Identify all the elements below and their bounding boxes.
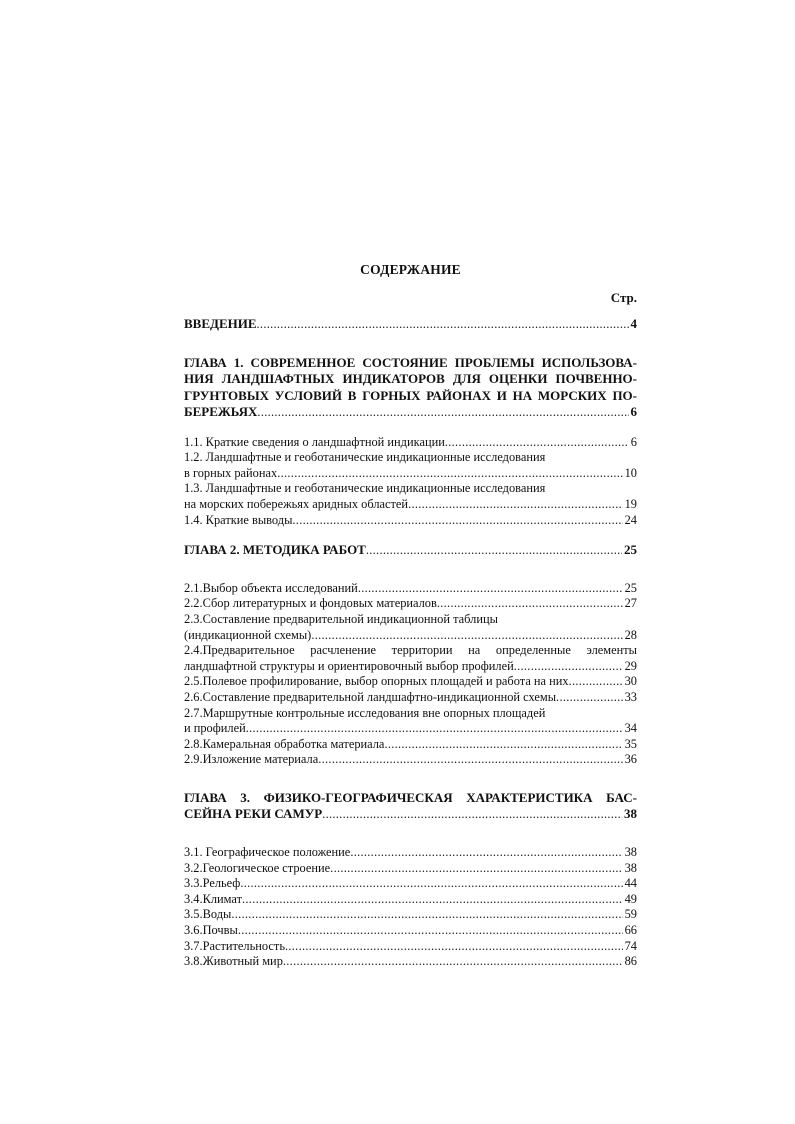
dot-leader [322,807,622,823]
toc-entry-page: 25 [624,542,637,558]
toc-entry-label-line: 2.4.Предварительное расчленение территории на определенные элементы [184,643,637,658]
toc-entry-3-2[interactable] [184,861,637,877]
toc-entry-1-4[interactable] [184,513,637,529]
toc-entry-label: 3.5.Воды [184,907,232,922]
dot-leader [277,466,622,482]
toc-entry-2-3[interactable] [184,612,637,643]
toc-entry-page: 35 [624,736,637,751]
toc-entry-3-1[interactable] [184,845,637,861]
toc-entry-2-5[interactable] [184,674,637,690]
toc-entry-2-2[interactable] [184,596,637,612]
toc-chapter-1[interactable] [184,355,637,421]
toc-entry-label-line: 2.7.Маршрутные контрольные исследования вне опорных площадей [184,705,546,720]
toc-entry-label: 3.4.Климат [184,891,243,906]
toc-entry-page: 6 [630,434,637,449]
toc-entry-label: 1.1. Краткие сведения о ландшафтной индикации [184,434,445,449]
toc-entry-2-1[interactable] [184,581,637,597]
toc-entry-2-7[interactable] [184,706,637,737]
toc-entry-label: 3.3.Рельеф [184,876,241,891]
toc-entry-intro[interactable] [184,316,637,333]
toc-entry-page: 34 [624,721,637,736]
toc-entry-label: (индикационной схемы) [184,627,312,642]
toc-entry-label: БЕРЕЖЬЯХ [184,404,258,420]
dot-leader [445,435,629,451]
toc-entry-page: 33 [624,690,637,704]
dot-leader [292,513,622,529]
toc-entry-3-4[interactable] [184,892,637,908]
dot-leader [285,939,623,955]
dot-leader [437,596,623,612]
toc-entry-label: 2.6.Составление предварительной ландшафтно-индикационной схемы [184,690,557,704]
toc-entry-2-6[interactable] [184,690,637,706]
toc-entry-label: 2.2.Сбор литературных и фондовых материалов [184,596,437,611]
toc-entry-page: 66 [624,923,637,938]
toc-entry-2-8[interactable] [184,737,637,753]
dot-leader [238,923,623,939]
toc-entry-label: 1.4. Краткие выводы [184,512,293,527]
dot-leader [257,405,628,421]
dot-leader [358,581,623,597]
toc-entry-3-7[interactable] [184,939,637,955]
dot-leader [242,892,623,908]
dot-leader [384,737,622,753]
dot-leader [350,845,622,861]
toc-chapter-3[interactable] [184,790,637,823]
dot-leader [408,497,623,513]
toc-entry-page: 44 [624,876,637,891]
chapter-heading-line: ГЛАВА 3. ФИЗИКО-ГЕОГРАФИЧЕСКАЯ ХАРАКТЕРИСТИКА БАС- [184,789,637,805]
toc-entry-label: СЕЙНА РЕКИ САМУР [184,806,323,822]
chapter-heading-line: НИЯ ЛАНДШАФТНЫХ ИНДИКАТОРОВ ДЛЯ ОЦЕНКИ ПОЧВЕННО- [184,371,637,387]
toc-title: СОДЕРЖАНИЕ [360,262,461,277]
toc-chapter-2[interactable] [184,542,637,559]
toc-entry-3-6[interactable] [184,923,637,939]
toc-entry-label-line: 1.2. Ландшафтные и геоботанические индикационные исследования [184,450,546,465]
toc-entry-page: 29 [624,658,637,673]
toc-entry-label: 2.8.Камеральная обработка материала [184,736,385,751]
dot-leader [311,628,622,644]
chapter-heading-line: ГЛАВА 1. СОВРЕМЕННОЕ СОСТОЯНИЕ ПРОБЛЕМЫ ИСПОЛЬЗОВА- [184,354,637,370]
dot-leader [231,907,622,923]
toc-entry-1-3[interactable] [184,481,637,512]
toc-entry-page: 38 [624,806,637,822]
toc-entry-1-2[interactable] [184,450,637,481]
toc-entry-label: 2.9.Изложение материала [184,752,319,767]
dot-leader [283,954,623,970]
toc-entry-label-line: 1.3. Ландшафтные и геоботанические индикационные исследования [184,481,546,496]
toc-entry-page: 6 [630,404,637,420]
toc-entry-label: 3.6.Почвы [184,923,238,938]
toc-entry-label: 3.8.Животный мир [184,954,283,969]
toc-entry-label-line: 2.3.Составление предварительной индикационной таблицы [184,612,498,627]
dot-leader [318,752,622,768]
dot-leader [556,690,623,706]
toc-entry-label: ГЛАВА 2. МЕТОДИКА РАБОТ [184,542,366,558]
dot-leader [514,659,623,675]
toc-entry-page: 28 [624,627,637,642]
toc-entry-1-1[interactable] [184,435,637,451]
table-of-contents [184,262,637,970]
toc-entry-2-4[interactable] [184,643,637,674]
toc-entry-3-3[interactable] [184,876,637,892]
toc-entry-label: ландшафтной структуры и ориентировочный выбор профилей [184,658,514,673]
toc-entry-page: 4 [630,316,637,331]
toc-entry-label: ВВЕДЕНИЕ [184,316,257,331]
toc-entry-label: в горных районах [184,465,278,480]
dot-leader [240,876,622,892]
toc-entry-page: 59 [624,907,637,922]
toc-entry-page: 24 [624,512,637,527]
toc-entry-page: 38 [624,845,637,860]
toc-entry-page: 30 [624,674,637,689]
toc-entry-2-9[interactable] [184,752,637,768]
toc-entry-page: 49 [624,891,637,906]
toc-entry-label: 3.2.Геологическое строение [184,860,331,875]
chapter-heading-last-line [184,404,637,421]
toc-entry-label: 2.5.Полевое профилирование, выбор опорных площадей и работа на них [184,674,569,689]
dot-leader [257,317,629,333]
toc-entry-label: 3.7.Растительность [184,938,285,953]
toc-entry-page: 25 [624,580,637,595]
toc-entry-3-8[interactable] [184,954,637,970]
toc-entry-page: 36 [624,752,637,767]
chapter-heading-line: ГРУНТОВЫХ УСЛОВИЙ В ГОРНЫХ РАЙОНАХ И НА МОРСКИХ ПО- [184,387,637,403]
toc-entry-page: 27 [624,596,637,611]
dot-leader [569,674,623,690]
dot-leader [246,721,623,737]
page-column-header: Стр. [610,290,637,305]
toc-entry-label: 2.1.Выбор объекта исследований [184,580,358,595]
toc-entry-3-5[interactable] [184,907,637,923]
toc-entry-label: и профилей [184,721,246,736]
toc-entry-page: 86 [624,954,637,969]
toc-entry-page: 19 [624,497,637,512]
toc-entry-page: 74 [624,938,637,953]
dot-leader [366,543,622,559]
dot-leader [330,861,622,877]
toc-entry-page: 38 [624,860,637,875]
toc-entry-label: на морских побережьях аридных областей [184,497,409,512]
toc-entry-page: 10 [624,465,637,480]
toc-entry-label: 3.1. Географическое положение [184,845,351,860]
